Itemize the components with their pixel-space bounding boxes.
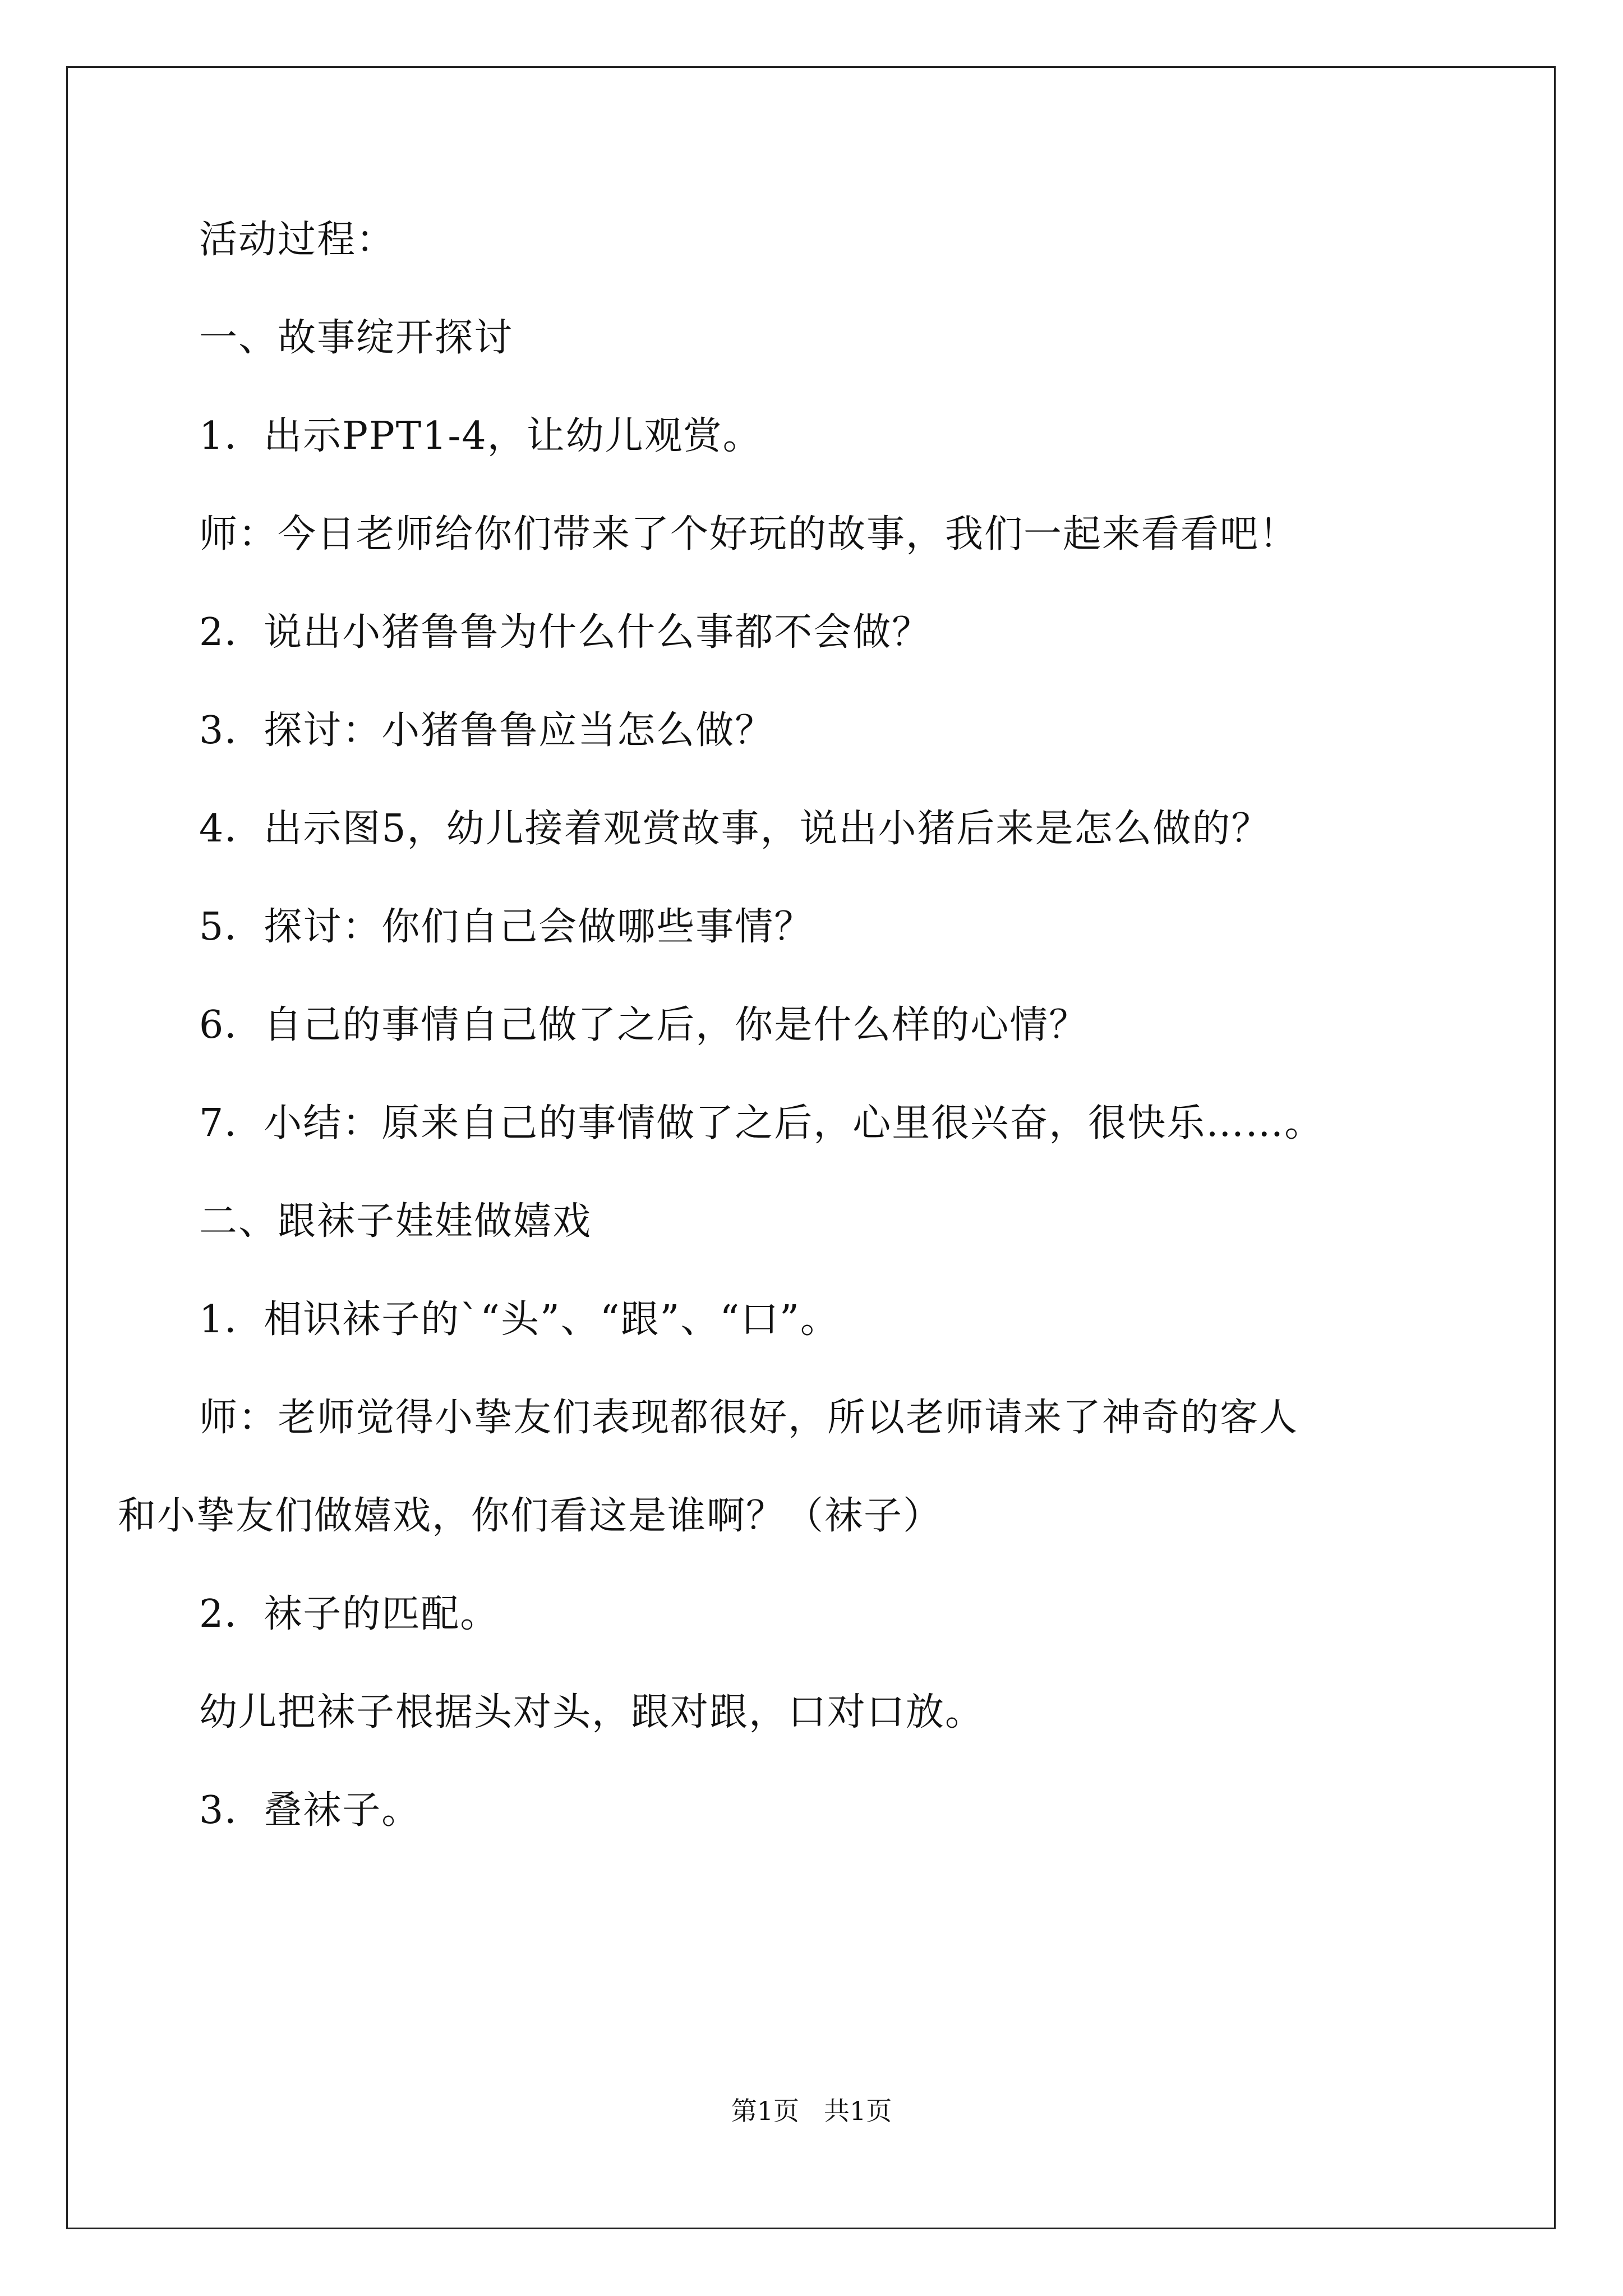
paragraph: 6．自己的事情自己做了之后，你是什么样的心情？ (199, 1003, 1089, 1047)
paragraph: 活动过程： (199, 218, 396, 262)
paragraph: 3．叠袜子。 (199, 1788, 421, 1833)
paragraph: 师：老师觉得小挚友们表现都很好，所以老师请来了神奇的客人 (199, 1396, 1299, 1440)
page-number: 第1页 (731, 2096, 800, 2126)
paragraph: 1．出示PPT1-4，让幼儿观赏。 (199, 414, 762, 458)
section-heading: 一、故事绽开探讨 (199, 316, 514, 360)
paragraph: 师：今日老师给你们带来了个好玩的故事，我们一起来看看吧！ (199, 512, 1299, 556)
document-body (118, 218, 1489, 1887)
paragraph: 4．出示图5，幼儿接着观赏故事，说出小猪后来是怎么做的？ (199, 807, 1271, 851)
page-total: 共1页 (823, 2096, 892, 2126)
paragraph: 2．说出小猪鲁鲁为什么什么事都不会做？ (199, 610, 932, 655)
paragraph: 3．探讨：小猪鲁鲁应当怎么做？ (199, 708, 774, 753)
paragraph: 2．袜子的匹配。 (199, 1592, 500, 1636)
paragraph: 7．小结：原来自己的事情做了之后，心里很兴奋，很快乐……。 (199, 1101, 1324, 1145)
footer-spacer (799, 2096, 824, 2126)
paragraph-continuation: 和小挚友们做嬉戏，你们看这是谁啊？（袜子） (118, 1494, 943, 1538)
page-footer (0, 2095, 1623, 2127)
paragraph: 1．相识袜子的`“头”、“跟”、“口”。 (199, 1297, 840, 1342)
paragraph: 幼儿把袜子根据头对头，跟对跟，口对口放。 (199, 1690, 985, 1734)
section-heading: 二、跟袜子娃娃做嬉戏 (199, 1199, 592, 1244)
paragraph: 5．探讨：你们自己会做哪些事情？ (199, 905, 814, 949)
